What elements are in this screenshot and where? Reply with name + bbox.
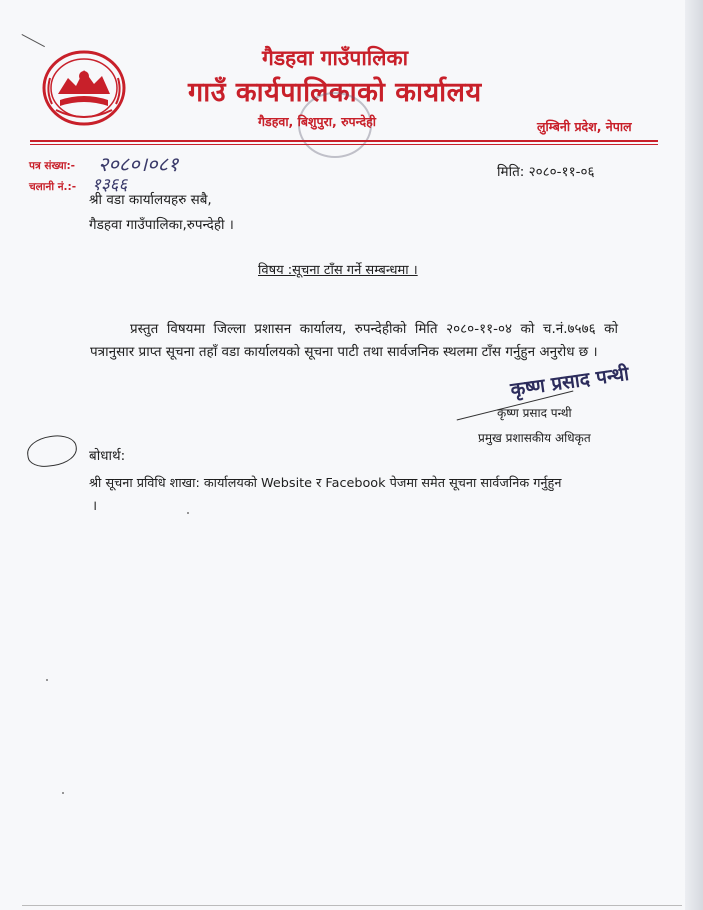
office-name: गाउँ कार्यपालिकाको कार्यालय bbox=[188, 77, 482, 108]
province-label: लुम्बिनी प्रदेश, नेपाल bbox=[537, 119, 632, 134]
initials-mark bbox=[25, 433, 79, 470]
signatory-name: कृष्ण प्रसाद पन्थी bbox=[497, 406, 572, 420]
scan-mark bbox=[22, 34, 45, 47]
page-bottom-edge bbox=[22, 905, 682, 906]
government-emblem-icon bbox=[38, 48, 130, 130]
recipient-line-1: श्री वडा कार्यालयहरु सबै, bbox=[89, 192, 212, 208]
header-rule-thin bbox=[30, 144, 658, 145]
letter-no-label: पत्र संख्या:- bbox=[29, 160, 76, 172]
page-edge bbox=[685, 0, 703, 910]
letter-date: मिति: २०८०-११-०६ bbox=[497, 164, 595, 180]
office-address: गैडहवा, बिशुपुरा, रुपन्देही bbox=[258, 114, 377, 129]
letter-no-value: २०८०।०८१ bbox=[98, 152, 179, 176]
letter-subject: विषय :सूचना टाँस गर्ने सम्बन्धमा । bbox=[258, 263, 418, 278]
scan-speck bbox=[46, 679, 48, 681]
municipality-name: गैडहवा गाउँपालिका bbox=[262, 46, 409, 70]
header-rule bbox=[30, 140, 658, 142]
signature-stamp: कृष्ण प्रसाद पन्थी bbox=[509, 362, 631, 402]
dispatch-no-value: १३६६ bbox=[92, 175, 128, 195]
recipient-line-2: गैडहवा गाउँपालिका,रुपन्देही । bbox=[89, 217, 234, 233]
cc-line: श्री सूचना प्रविधि शाखा: कार्यालयको Website र Facebook पेजमा समेत सूचना सार्वजनिक गर्नुहुन bbox=[89, 476, 562, 491]
scan-speck bbox=[187, 512, 189, 514]
cc-line-end: । bbox=[92, 498, 98, 514]
cc-label: बोधार्थ: bbox=[89, 448, 126, 464]
signatory-designation: प्रमुख प्रशासकीय अधिकृत bbox=[478, 431, 591, 445]
dispatch-no-label: चलानी नं.:- bbox=[29, 181, 77, 193]
scan-speck bbox=[62, 792, 64, 794]
body-paragraph: प्रस्तुत विषयमा जिल्ला प्रशासन कार्यालय, रुपन्देहीको मिति २०८०-११-०४ को च.नं.७५७६ को पत्रानुसार प्राप्त सूचना तहाँ वडा कार्यालयको सूचना पाटी तथा सार्वजनिक स्थलमा टाँस गर्नुहुन अनुरोध छ । bbox=[90, 321, 618, 360]
